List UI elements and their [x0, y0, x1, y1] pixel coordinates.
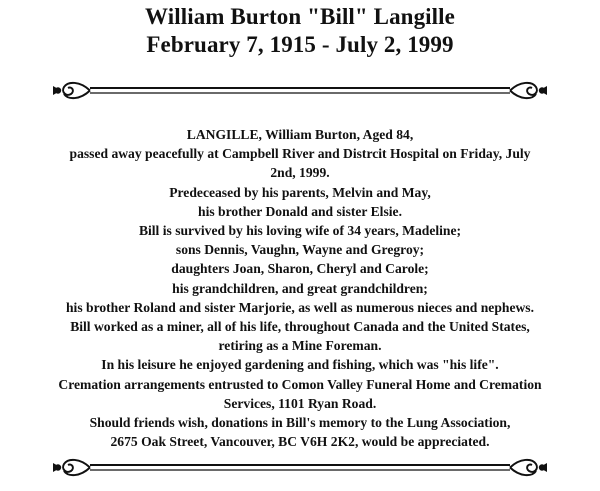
obituary-line: his brother Roland and sister Marjorie, as well as numerous nieces and nephews. — [65, 299, 534, 315]
obituary-line: retiring as a Mine Foreman. — [218, 338, 382, 354]
obituary-line: sons Dennis, Vaughn, Wayne and Gregroy; — [175, 242, 425, 258]
life-dates: February 7, 1915 - July 2, 1999 — [146, 32, 454, 57]
obituary-line: Bill worked as a miner, all of his life, throughout Canada and the United States, — [70, 319, 530, 335]
page-title: William Burton "Bill" Langille — [145, 4, 455, 29]
obituary-line: Services, 1101 Ryan Road. — [223, 395, 377, 411]
obituary-line: his brother Donald and sister Elsie. — [198, 203, 402, 219]
obituary-line: Bill is survived by his loving wife of 34 years, Madeline; — [138, 223, 462, 239]
obituary-line: 2nd, 1999. — [270, 165, 330, 181]
obituary-line: Predeceased by his parents, Melvin and May, — [169, 184, 431, 200]
obituary-text — [6, 125, 594, 451]
obituary-line: passed away peacefully at Campbell River and Distrcit Hospital on Friday, July — [69, 146, 531, 162]
obituary-line: Cremation arrangements entrusted to Comon Valley Funeral Home and Cremation — [58, 376, 542, 392]
obituary-line: In his leisure he enjoyed gardening and fishing, which was "his life". — [101, 357, 499, 373]
obituary-line: his grandchildren, and great grandchildren; — [172, 280, 428, 296]
obituary-line: 2675 Oak Street, Vancouver, BC V6H 2K2, would be appreciated. — [110, 434, 490, 450]
obituary-line: Should friends wish, donations in Bill's memory to the Lung Association, — [89, 415, 511, 431]
obituary-line: LANGILLE, William Burton, Aged 84, — [186, 127, 414, 142]
obituary-line: daughters Joan, Sharon, Cheryl and Carole; — [171, 261, 429, 277]
ornamental-rule-icon — [50, 452, 550, 482]
ornamental-rule-icon — [50, 75, 550, 105]
